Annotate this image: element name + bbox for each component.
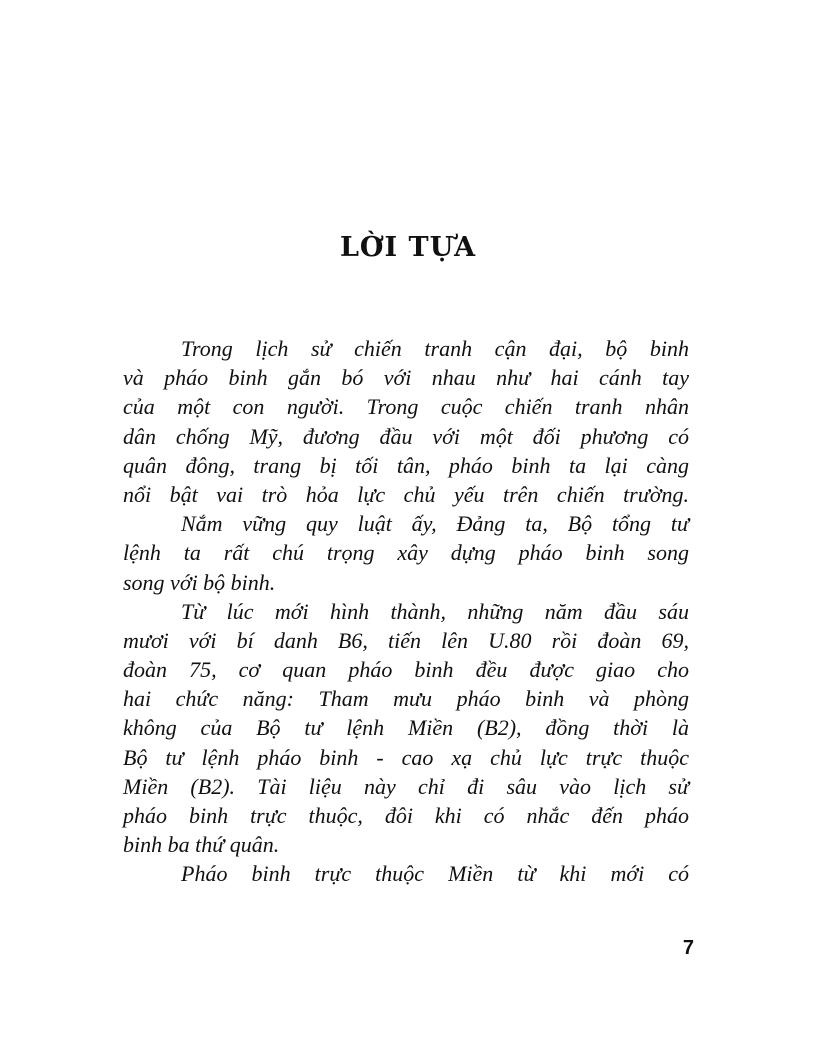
text-line: nổi bật vai trò hỏa lực chủ yếu trên chiến trường. xyxy=(123,481,689,507)
text-line: song với bộ binh. xyxy=(123,569,276,595)
text-line: lệnh ta rất chú trọng xây dựng pháo binh song xyxy=(123,540,689,566)
text-line: không của Bộ tư lệnh Miền (B2), đồng thời là xyxy=(123,715,689,741)
text-line: dân chống Mỹ, đương đầu với một đối phương có xyxy=(123,423,689,449)
text-line: đoàn 75, cơ quan pháo binh đều được giao cho xyxy=(123,657,689,683)
text-line: mươi với bí danh B6, tiến lên U.80 rồi đoàn 69, xyxy=(123,627,689,653)
text-line: Bộ tư lệnh pháo binh - cao xạ chủ lực trực thuộc xyxy=(123,744,689,770)
text-line: Nắm vững quy luật ấy, Đảng ta, Bộ tổng tư xyxy=(181,511,689,537)
text-line: Miền (B2). Tài liệu này chỉ đi sâu vào lịch sử xyxy=(123,773,689,799)
text-line: Trong lịch sử chiến tranh cận đại, bộ binh xyxy=(181,336,689,361)
text-line: pháo binh trực thuộc, đôi khi có nhắc đến pháo xyxy=(123,803,689,828)
preface-body xyxy=(123,334,689,889)
text-line: của một con người. Trong cuộc chiến tranh nhân xyxy=(123,394,689,420)
text-line: binh ba thứ quân. xyxy=(123,832,280,858)
text-line: hai chức năng: Tham mưu pháo binh và phòng xyxy=(123,686,689,712)
text-line: quân đông, trang bị tối tân, pháo binh ta lại càng xyxy=(123,452,689,478)
text-line: Pháo binh trực thuộc Miền từ khi mới có xyxy=(181,861,689,887)
page-number: 7 xyxy=(682,937,694,959)
page-title: LỜI TỰA xyxy=(339,232,477,263)
text-line: Từ lúc mới hình thành, những năm đầu sáu xyxy=(181,598,689,624)
text-line: và pháo binh gắn bó với nhau như hai cánh tay xyxy=(123,365,689,391)
